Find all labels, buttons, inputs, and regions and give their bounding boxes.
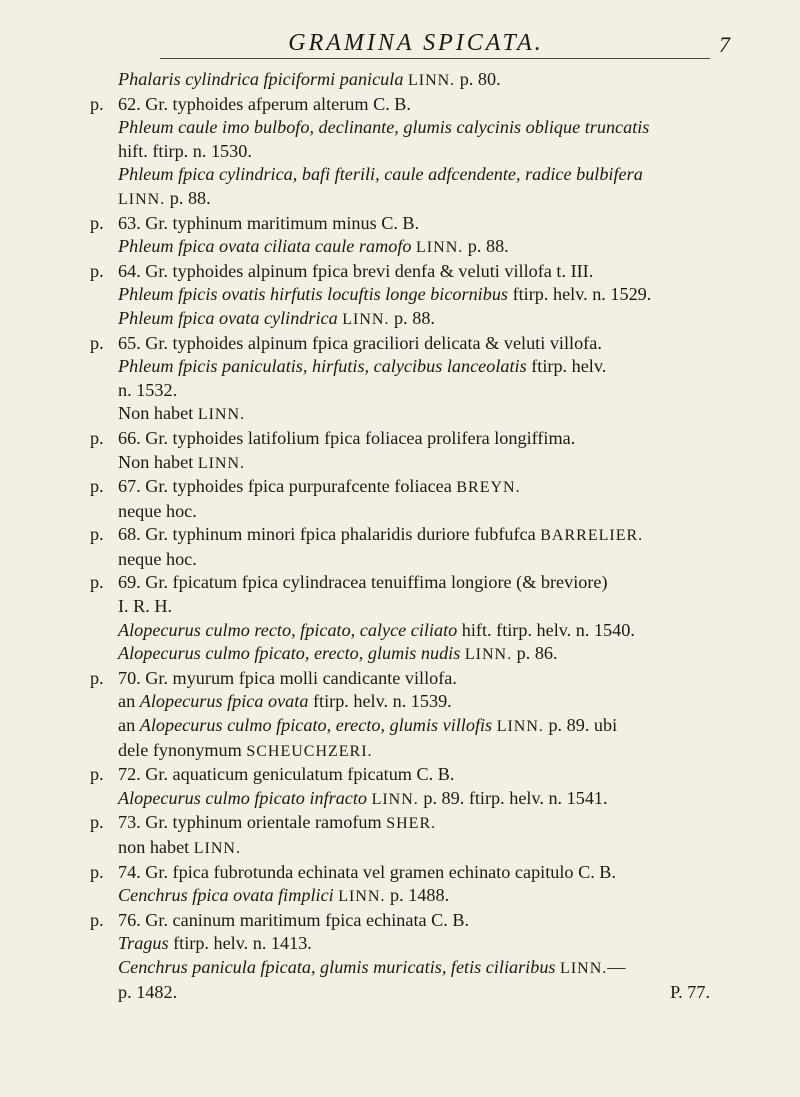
page-ref-prefix: p. bbox=[90, 476, 104, 497]
latin-name: Phalaris cylindrica fpiciformi panicula bbox=[118, 69, 408, 89]
page-ref-prefix: p. bbox=[90, 524, 104, 545]
page-number: 7 bbox=[719, 32, 730, 57]
entry-line bbox=[90, 379, 730, 403]
author-abbreviation: LINN. bbox=[371, 790, 419, 808]
entry-line bbox=[90, 619, 730, 643]
entry-line bbox=[90, 355, 730, 379]
entry-text: 62. Gr. typhoides afperum alterum C. B. bbox=[118, 93, 411, 114]
entry-text: an bbox=[118, 715, 140, 736]
footer-reference-right: P. 77. bbox=[670, 981, 710, 1002]
entry-text: ftirp. helv. n. 1539. bbox=[312, 691, 452, 712]
entry-line bbox=[90, 595, 730, 619]
entry-text: Non habet bbox=[118, 451, 198, 472]
entry-text: n. 1532. bbox=[118, 379, 178, 400]
entry-text: p. 1488. bbox=[385, 885, 450, 906]
entry-line bbox=[90, 739, 730, 764]
entry-text: hift. ftirp. helv. n. 1540. bbox=[461, 619, 635, 640]
entry-line bbox=[90, 956, 730, 981]
latin-name: Phleum fpica ovata ciliata caule ramofo bbox=[118, 236, 417, 257]
author-abbreviation: LINN. bbox=[197, 406, 246, 424]
latin-name: Cenchrus fpica ovata fimplici bbox=[118, 885, 339, 906]
entry-text: an bbox=[118, 691, 140, 712]
entry-line bbox=[90, 187, 730, 212]
entry-text: 74. Gr. fpica fubrotunda echinata vel gramen echinato capitulo C. B. bbox=[118, 861, 616, 882]
entry-list bbox=[90, 68, 730, 981]
page-ref-prefix: p. bbox=[90, 332, 104, 353]
entry-line bbox=[90, 932, 730, 956]
author-abbreviation: BREYN. bbox=[456, 479, 521, 497]
entry-text: 69. Gr. fpicatum fpica cylindracea tenuiffima longiore (& breviore) bbox=[118, 572, 608, 593]
entry-text: dele fynonymum bbox=[118, 739, 247, 760]
entry-line bbox=[90, 93, 730, 117]
latin-name: Alopecurus culmo recto, fpicato, calyce ciliato bbox=[118, 619, 462, 640]
entry-text: ftirp. helv. bbox=[531, 356, 607, 377]
latin-name: Phleum fpica cylindrica, bafi fterili, caule adfcendente, radice bulbifera bbox=[118, 164, 643, 185]
entry-line bbox=[90, 500, 730, 524]
entry-text: p. 88. bbox=[463, 236, 509, 257]
latin-name: Alopecurus fpica ovata bbox=[139, 691, 313, 712]
entry-line bbox=[90, 787, 730, 812]
entry-text: p. 88. bbox=[389, 307, 435, 328]
author-abbreviation: LINN. bbox=[342, 310, 390, 328]
entry-text: 63. Gr. typhinum maritimum minus C. B. bbox=[118, 212, 420, 233]
entry-line bbox=[90, 235, 730, 260]
author-abbreviation: LINN. bbox=[338, 888, 386, 906]
author-abbreviation: BARRELIER. bbox=[540, 527, 644, 545]
page-ref-prefix: p. bbox=[90, 812, 104, 833]
entry-line bbox=[90, 884, 730, 909]
page-ref-prefix: p. bbox=[90, 909, 104, 930]
latin-name: Phleum fpicis ovatis hirfutis locuftis longe bicornibus bbox=[118, 284, 513, 305]
entry-text: 65. Gr. typhoides alpinum fpica graciliori delicata & veluti villofa. bbox=[118, 332, 602, 353]
entry-line bbox=[90, 116, 730, 140]
entry-text: 72. Gr. aquaticum geniculatum fpicatum C. B. bbox=[118, 764, 455, 785]
entry-line bbox=[90, 283, 730, 307]
page-ref-prefix: p. bbox=[90, 572, 104, 593]
author-abbreviation: LINN. bbox=[118, 190, 166, 208]
entry-line bbox=[90, 451, 730, 476]
page-ref-prefix: p. bbox=[90, 764, 104, 785]
entry-text: Non habet bbox=[118, 403, 198, 424]
entry-text: non habet bbox=[118, 837, 194, 857]
entry-text: 66. Gr. typhoides latifolium fpica foliacea prolifera longiffima. bbox=[118, 427, 576, 448]
entry-line bbox=[90, 307, 730, 332]
latin-name: Phleum fpicis paniculatis, hirfutis, calycibus lanceolatis bbox=[118, 356, 532, 377]
entry-line bbox=[90, 667, 730, 691]
page-ref-prefix: p. bbox=[90, 212, 104, 233]
entry-line bbox=[90, 163, 730, 187]
entry-line bbox=[90, 690, 730, 714]
entry-line bbox=[90, 811, 730, 836]
entry-line bbox=[90, 260, 730, 284]
entry-line bbox=[90, 68, 730, 93]
entry-text: 76. Gr. caninum maritimum fpica echinata C. B. bbox=[118, 909, 470, 930]
entry-line bbox=[90, 763, 730, 787]
author-abbreviation: LINN. bbox=[496, 718, 544, 736]
entry-line bbox=[90, 212, 730, 236]
entry-text: 68. Gr. typhinum minori fpica phalaridis duriore fubfufca bbox=[118, 524, 541, 545]
author-abbreviation: SHER. bbox=[386, 815, 437, 833]
running-head: GRAMINA SPICATA. bbox=[288, 30, 544, 56]
entry-text: 70. Gr. myurum fpica molli candicante villofa. bbox=[118, 667, 457, 688]
latin-name: Phleum fpica ovata cylindrica bbox=[118, 307, 343, 328]
entry-text: 73. Gr. typhinum orientale ramofum bbox=[118, 812, 387, 833]
latin-name: Cenchrus panicula fpicata, glumis muricatis, fetis ciliaribus bbox=[118, 956, 561, 977]
header-rule bbox=[160, 58, 710, 59]
entry-text: p. 80. bbox=[455, 69, 501, 89]
author-abbreviation: LINN. bbox=[416, 239, 464, 257]
entry-text: hift. ftirp. n. 1530. bbox=[118, 140, 252, 161]
entry-line bbox=[90, 571, 730, 595]
page-ref-prefix: p. bbox=[90, 667, 104, 688]
latin-name: Alopecurus culmo fpicato, erecto, glumis nudis bbox=[118, 643, 465, 664]
entry-text: neque hoc. bbox=[118, 548, 197, 569]
entry-line bbox=[90, 140, 730, 164]
page-footer bbox=[90, 981, 730, 1005]
footer-reference-left: p. 1482. bbox=[118, 981, 178, 1002]
entry-text: 64. Gr. typhoides alpinum fpica brevi denfa & veluti villofa t. III. bbox=[118, 260, 594, 281]
entry-text: — bbox=[607, 956, 626, 977]
entry-text: I. R. H. bbox=[118, 596, 173, 617]
page-ref-prefix: p. bbox=[90, 861, 104, 882]
page-ref-prefix: p. bbox=[90, 93, 104, 114]
entry-line bbox=[90, 427, 730, 451]
entry-line bbox=[90, 475, 730, 500]
page-header bbox=[90, 14, 730, 58]
entry-text: 67. Gr. typhoides fpica purpurafcente foliacea bbox=[118, 476, 457, 497]
author-abbreviation: LINN. bbox=[560, 959, 608, 977]
author-abbreviation: LINN. bbox=[407, 72, 456, 89]
latin-name: Tragus bbox=[118, 933, 174, 954]
latin-name: Phleum caule imo bulbofo, declinante, glumis calycinis oblique truncatis bbox=[118, 117, 650, 138]
entry-line bbox=[90, 861, 730, 885]
entry-line bbox=[90, 909, 730, 933]
entry-line bbox=[90, 523, 730, 548]
entry-line bbox=[90, 548, 730, 572]
entry-text: p. 89. ftirp. helv. n. 1541. bbox=[418, 787, 608, 808]
author-abbreviation: SCHEUCHZERI. bbox=[246, 742, 373, 760]
entry-text: p. 88. bbox=[165, 187, 211, 208]
entry-text: ftirp. helv. n. 1413. bbox=[173, 933, 312, 954]
entry-text: p. 86. bbox=[512, 643, 558, 664]
entry-line bbox=[90, 332, 730, 356]
page-ref-prefix: p. bbox=[90, 260, 104, 281]
entry-text: p. 89. ubi bbox=[543, 715, 618, 736]
entry-line bbox=[90, 402, 730, 427]
author-abbreviation: LINN. bbox=[193, 840, 241, 857]
entry-text: ftirp. helv. n. 1529. bbox=[512, 284, 652, 305]
author-abbreviation: LINN. bbox=[464, 646, 513, 664]
entry-line bbox=[90, 642, 730, 667]
latin-name: Alopecurus culmo fpicato infracto bbox=[118, 787, 372, 808]
author-abbreviation: LINN. bbox=[197, 454, 246, 472]
latin-name: Alopecurus culmo fpicato, erecto, glumis villofis bbox=[139, 715, 497, 736]
entry-line bbox=[90, 714, 730, 739]
page-ref-prefix: p. bbox=[90, 427, 104, 448]
entry-line bbox=[90, 836, 730, 861]
entry-text: neque hoc. bbox=[118, 500, 197, 521]
